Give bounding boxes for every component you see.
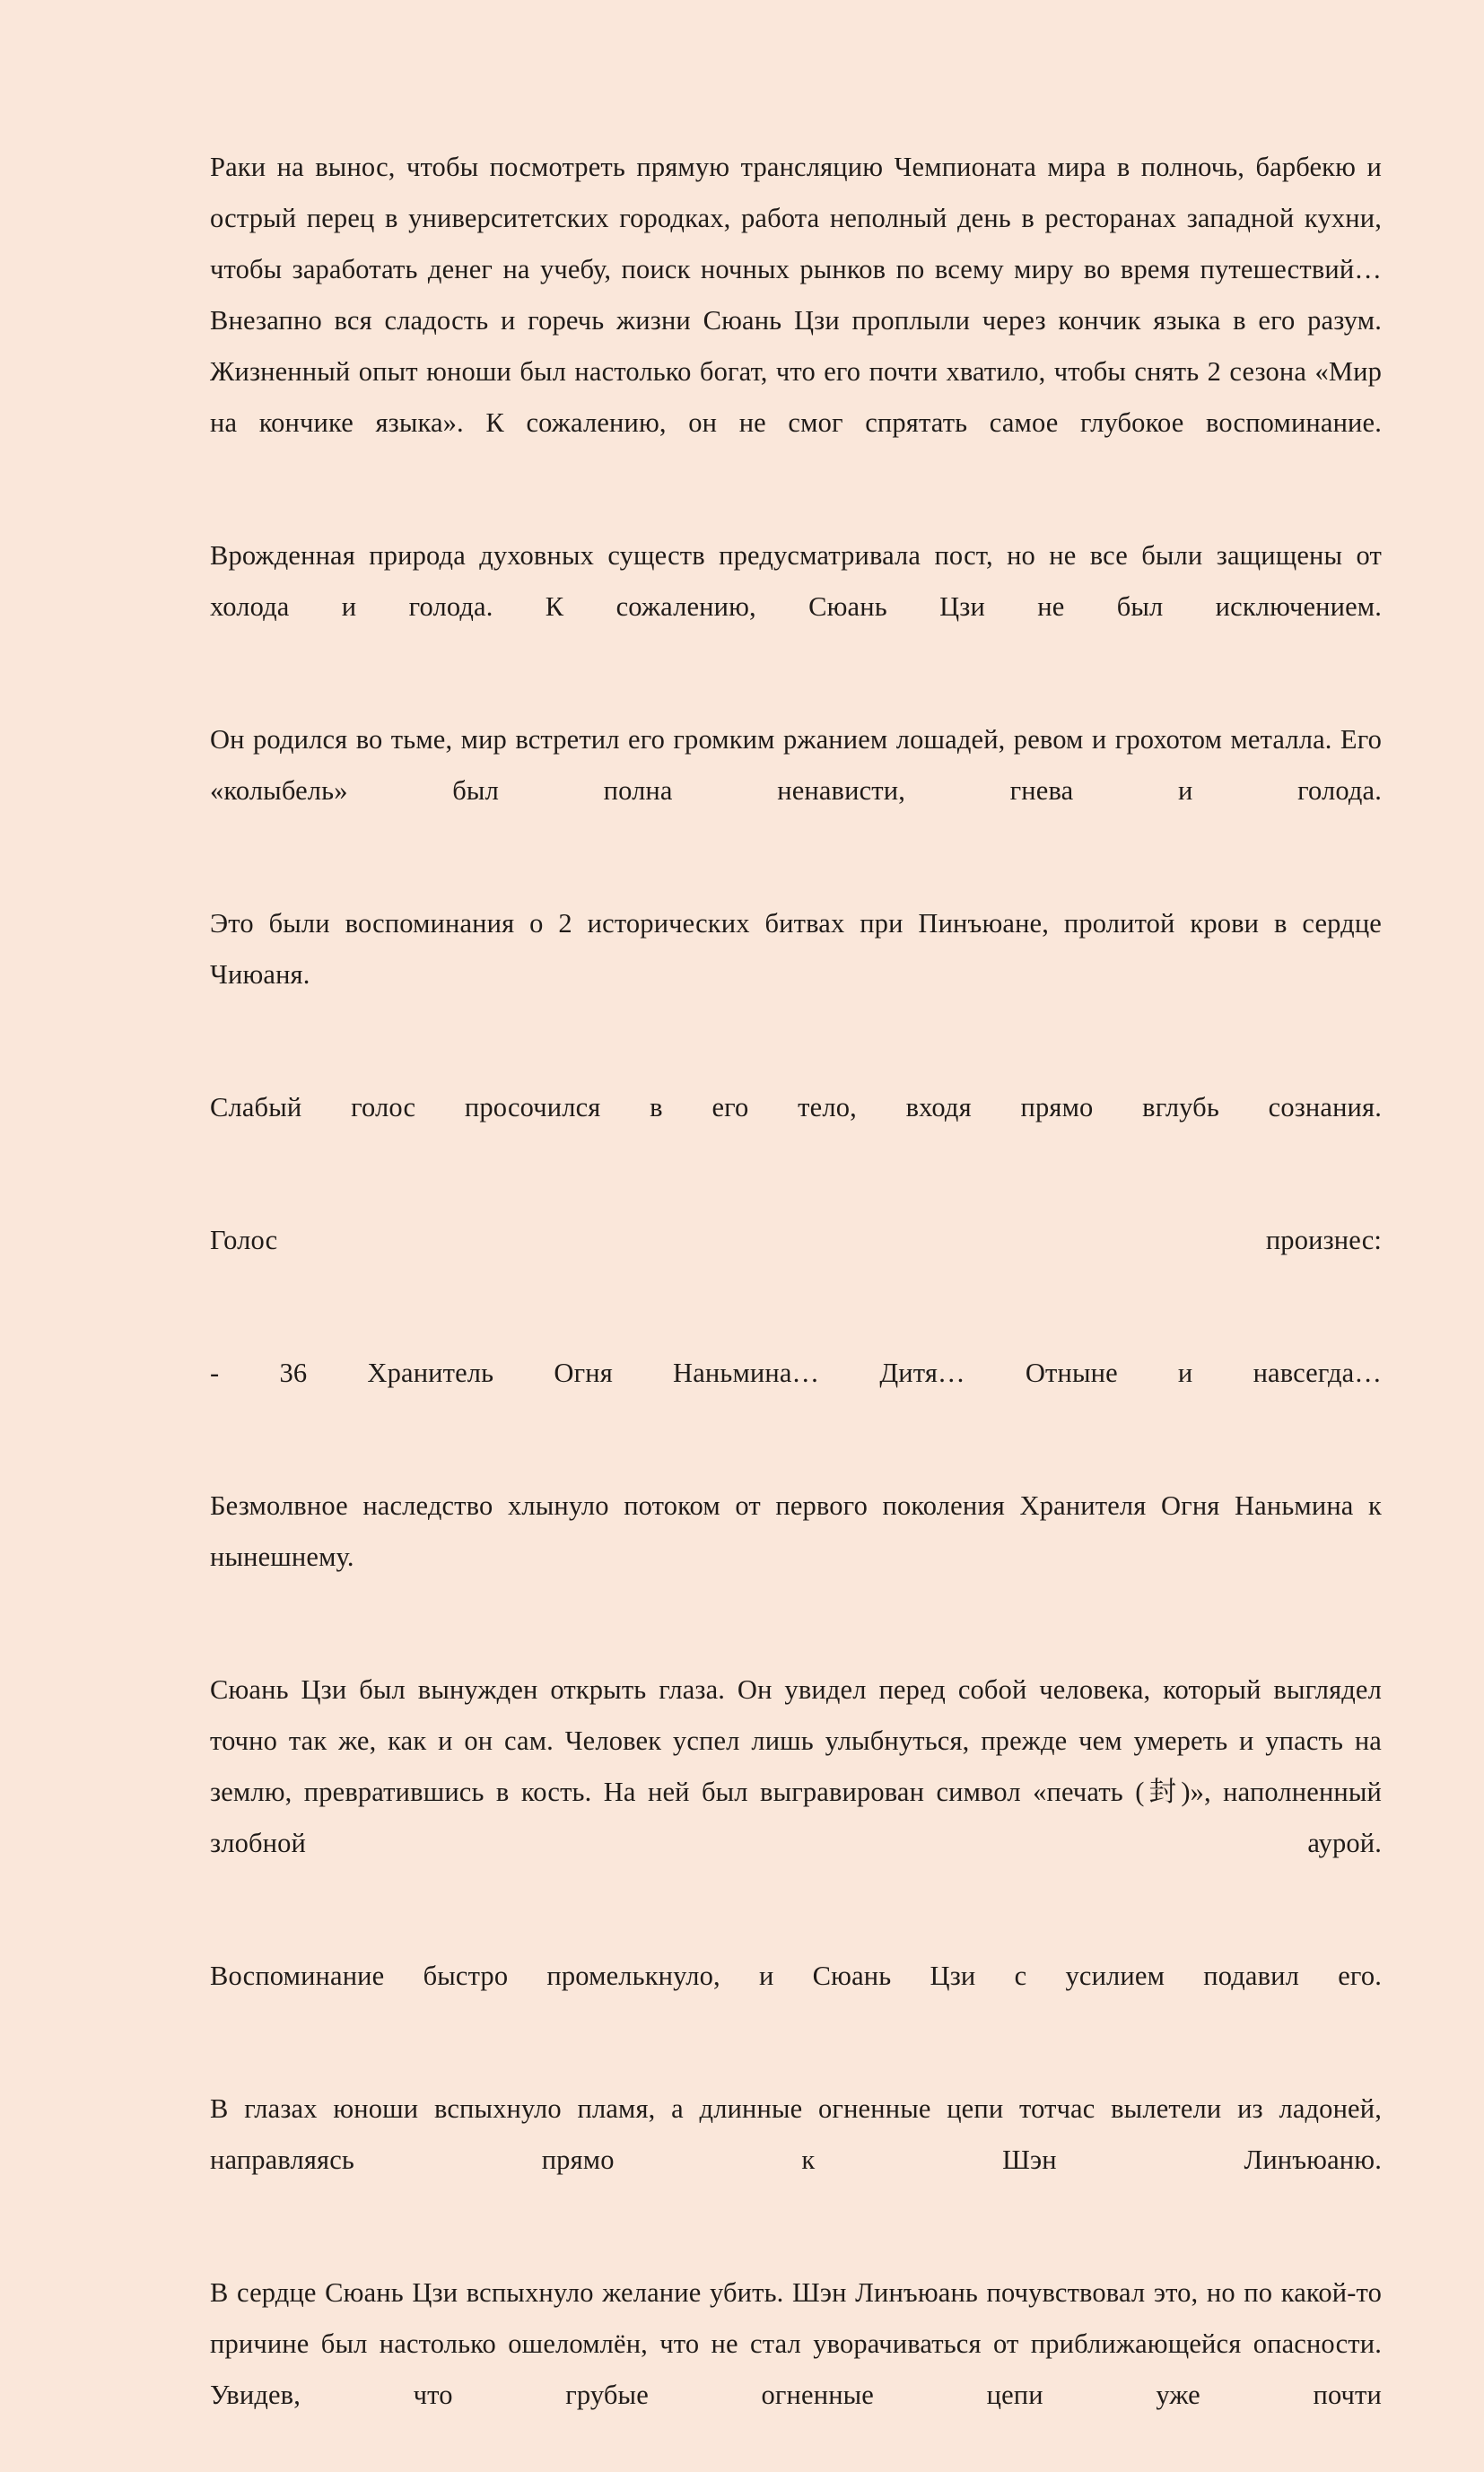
paragraph: В глазах юноши вспыхнуло пламя, а длинные огненные цепи тотчас вылетели из ладоней, направляясь прямо к Шэн Линъюаню.: [210, 2093, 1382, 2175]
paragraph: Голос произнес:: [210, 1225, 1382, 1255]
paragraph: Врожденная природа духовных существ предусматривала пост, но не все были защищены от холода и голода. К сожалению, Сюань Цзи не был исключением.: [210, 540, 1382, 622]
document-text-body: [210, 142, 1382, 2472]
paragraph: Сюань Цзи был вынужден открыть глаза. Он увидел перед собой человека, который выглядел точно так же, как и он сам. Человек успел лишь улыбнуться, прежде чем умереть и упасть на землю, превратившись в кость. На ней был выгравирован символ «печать (封)», наполненный злобной аурой.: [210, 1674, 1382, 1858]
paragraph: Безмолвное наследство хлынуло потоком от первого поколения Хранителя Огня Наньмина к нынешнему.: [210, 1490, 1382, 1572]
paragraph: Воспоминание быстро промелькнуло, и Сюань Цзи с усилием подавил его.: [210, 1961, 1382, 1991]
paragraph: - 36 Хранитель Огня Наньмина… Дитя… Отныне и навсегда…: [210, 1358, 1382, 1388]
paragraph: Слабый голос просочился в его тело, входя прямо вглубь сознания.: [210, 1092, 1382, 1122]
paragraph: В сердце Сюань Цзи вспыхнуло желание убить. Шэн Линъюань почувствовал это, но по какой-то причине был настолько ошеломлён, что не стал уворачиваться от приближающейся опасности. Увидев, что грубые огненные цепи уже почти: [210, 2277, 1382, 2410]
paragraph: Он родился во тьме, мир встретил его громким ржанием лошадей, ревом и грохотом металла. Его «колыбель» был полна ненависти, гнева и голода.: [210, 724, 1382, 806]
paragraph: Раки на вынос, чтобы посмотреть прямую трансляцию Чемпионата мира в полночь, барбекю и острый перец в университетских городках, работа неполный день в ресторанах западной кухни, чтобы заработать денег на учебу, поиск ночных рынков по всему миру во время путешествий… Внезапно вся сладость и горечь жизни Сюань Цзи проплыли через кончик языка в его разум. Жизненный опыт юноши был настолько богат, что его почти хватило, чтобы снять 2 сезона «Мир на кончике языка». К сожалению, он не смог спрятать самое глубокое воспоминание.: [210, 152, 1382, 438]
paragraph: Это были воспоминания о 2 исторических битвах при Пинъюане, пролитой крови в сердце Чиюаня.: [210, 908, 1382, 990]
